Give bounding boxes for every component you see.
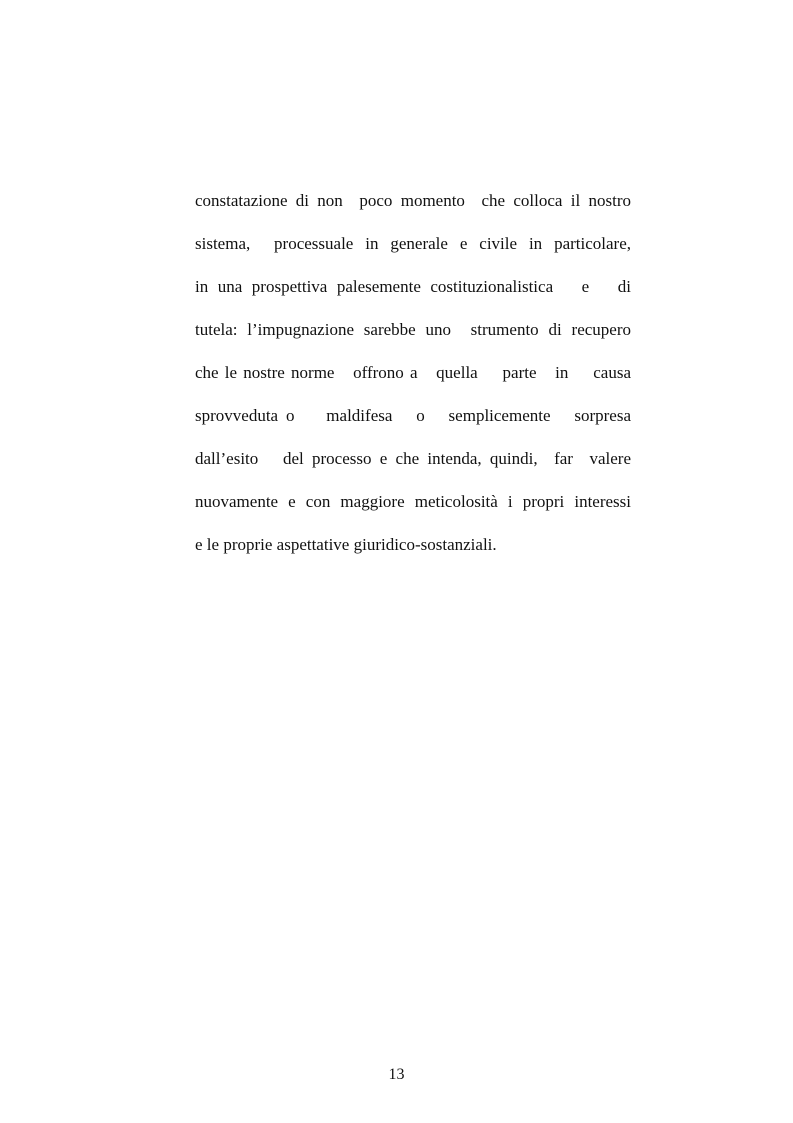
text-line-5: che le nostre norme offrono a quella parte in causa — [195, 363, 631, 382]
text-line-4: tutela: l’impugnazione sarebbe uno strumento di recupero — [195, 320, 631, 339]
text-line-1: constatazione di non poco momento che colloca il nostro — [195, 191, 631, 210]
text-line-8: nuovamente e con maggiore meticolosità i propri interessi — [195, 492, 631, 511]
text-line-9: e le proprie aspettative giuridico-sostanziali. — [195, 535, 497, 554]
body-paragraph — [195, 186, 631, 573]
text-line-6: sprovveduta o maldifesa o semplicemente sorpresa — [195, 406, 631, 425]
text-line-7: dall’esito del processo e che intenda, quindi, far valere — [195, 449, 631, 468]
page-number: 13 — [388, 1066, 405, 1083]
text-line-3: in una prospettiva palesemente costituzionalistica e di — [195, 277, 631, 296]
text-line-2: sistema, processuale in generale e civile in particolare, — [195, 234, 631, 253]
